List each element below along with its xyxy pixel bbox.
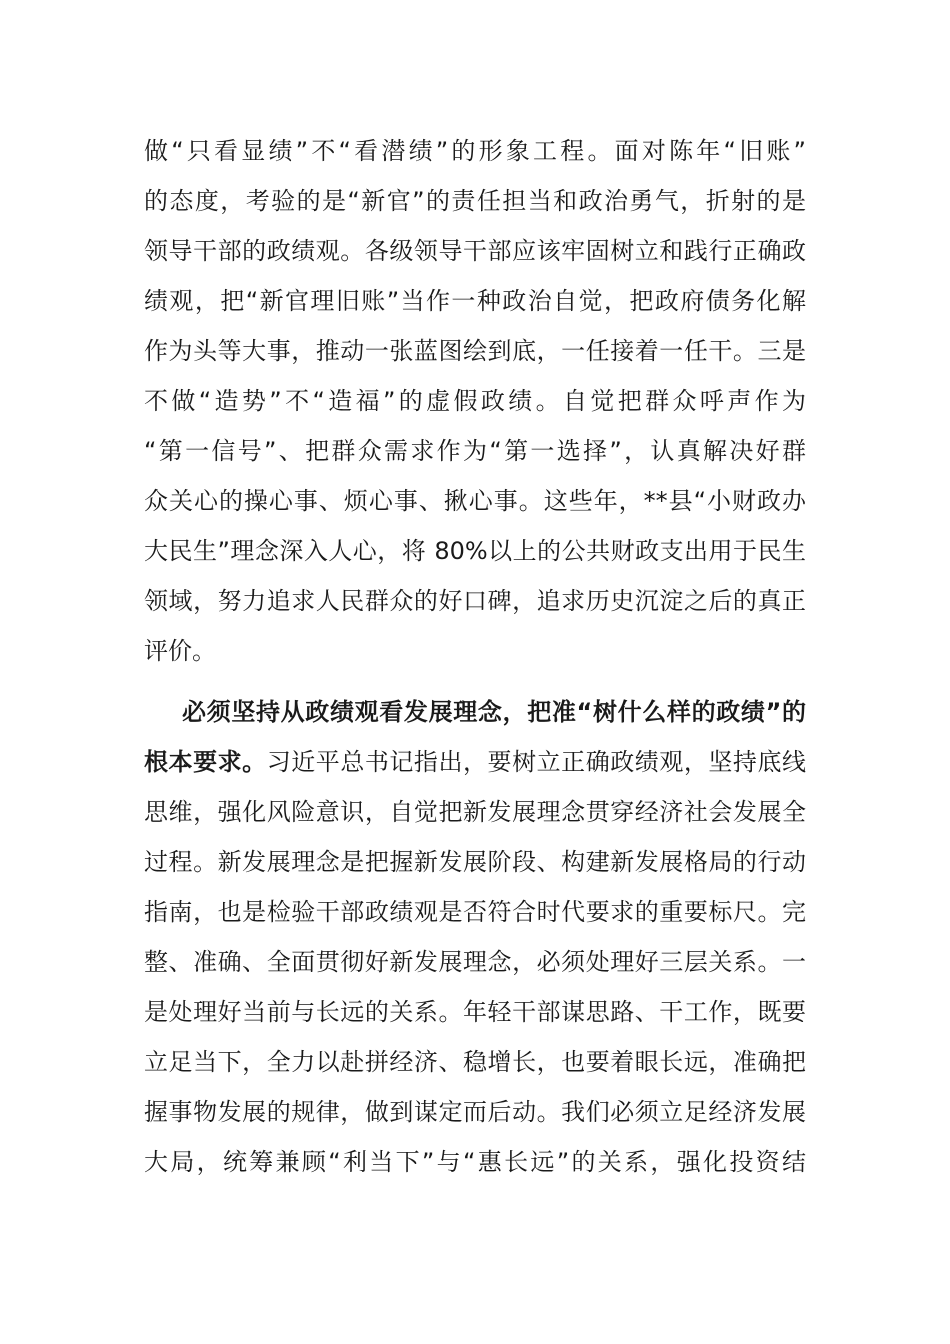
paragraph-1-line-10: 领域，努力追求人民群众的好口碑，追求历史沉淀之后的真正 xyxy=(144,587,806,615)
paragraph-1-line-9: 大民生”理念深入人心，将 80%以上的公共财政支出用于民生 xyxy=(144,537,806,565)
paragraph-2-heading-end: 根本要求。 xyxy=(144,748,267,776)
paragraph-1-line-1: 做“只看显绩”不“看潜绩”的形象工程。面对陈年“旧账” xyxy=(144,137,806,165)
paragraph-2-heading: 必须坚持从政绩观看发展理念，把准“树什么样的政绩”的 xyxy=(182,698,806,726)
paragraph-2-line-2 xyxy=(144,742,806,782)
paragraph-1-line-4: 绩观，把“新官理旧账”当作一种政治自觉，把政府债务化解 xyxy=(144,287,806,315)
paragraph-2-line-5: 指南，也是检验干部政绩观是否符合时代要求的重要标尺。完 xyxy=(144,898,806,926)
paragraph-1-line-3: 领导干部的政绩观。各级领导干部应该牢固树立和践行正确政 xyxy=(144,237,806,265)
paragraph-1-line-8: 众关心的操心事、烦心事、揪心事。这些年，**县“小财政办 xyxy=(144,487,806,515)
paragraph-2-line-2-text: 习近平总书记指出，要树立正确政绩观，坚持底线 xyxy=(266,748,807,776)
paragraph-1-line-6: 不做“造势”不“造福”的虚假政绩。自觉把群众呼声作为 xyxy=(144,387,806,415)
paragraph-2-line-3: 思维，强化风险意识，自觉把新发展理念贯穿经济社会发展全 xyxy=(144,798,806,826)
paragraph-2-line-4: 过程。新发展理念是把握新发展阶段、构建新发展格局的行动 xyxy=(144,848,806,876)
paragraph-1-line-5: 作为头等大事，推动一张蓝图绘到底，一任接着一任干。三是 xyxy=(144,337,806,365)
paragraph-1-line-2: 的态度，考验的是“新官”的责任担当和政治勇气，折射的是 xyxy=(144,187,806,215)
paragraph-1-line-7: “第一信号”、把群众需求作为“第一选择”，认真解决好群 xyxy=(144,437,806,465)
paragraph-2-line-8: 立足当下，全力以赴拼经济、稳增长，也要着眼长远，准确把 xyxy=(144,1048,806,1076)
paragraph-2-line-9: 握事物发展的规律，做到谋定而后动。我们必须立足经济发展 xyxy=(144,1098,806,1126)
paragraph-2-line-6: 整、准确、全面贯彻好新发展理念，必须处理好三层关系。一 xyxy=(144,948,806,976)
paragraph-2-line-10: 大局，统筹兼顾“利当下”与“惠长远”的关系，强化投资结 xyxy=(144,1148,806,1176)
paragraph-2-line-7: 是处理好当前与长远的关系。年轻干部谋思路、干工作，既要 xyxy=(144,998,806,1026)
paragraph-1-line-11: 评价。 xyxy=(144,637,216,665)
